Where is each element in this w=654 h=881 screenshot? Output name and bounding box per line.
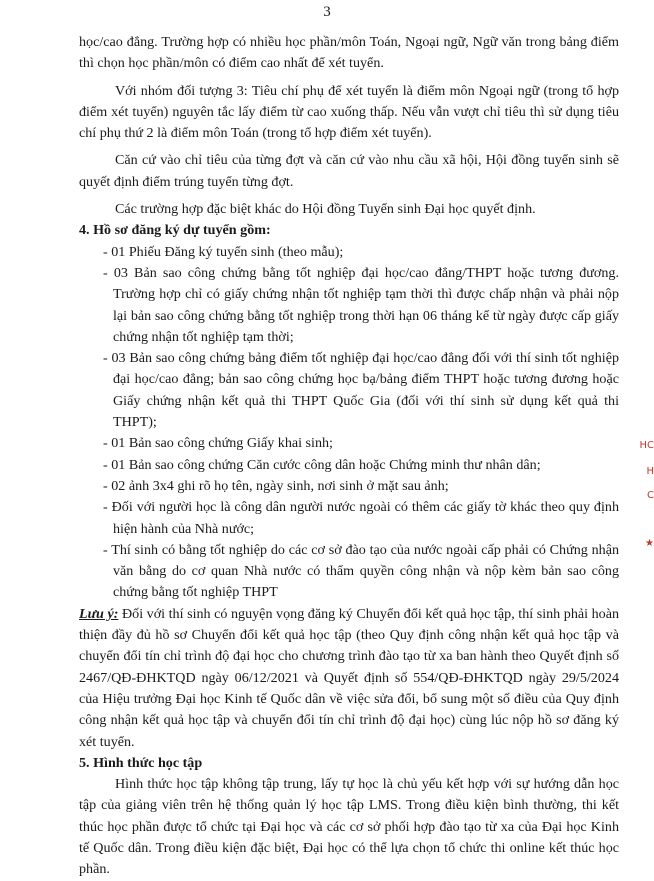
paragraph-2: Với nhóm đối tượng 3: Tiêu chí phụ để xét tuyển là điểm môn Ngoại ngữ (trong tổ hợp điểm xét tuyển) nguyên tắc lấy điểm từ cao xuống thấp. Nếu vẫn vượt chỉ tiêu thì sử dụng tiêu chí phụ thứ 2 là điểm môn Toán (trong tổ hợp điểm xét tuyển). — [79, 82, 619, 142]
stamp-text: H — [646, 466, 654, 477]
document-body — [79, 32, 619, 881]
stamp-text: HC — [639, 440, 654, 451]
section-4-heading: 4. Hồ sơ đăng ký dự tuyển gồm: — [79, 222, 271, 239]
section-4-list — [79, 242, 619, 604]
paragraph-3: Căn cứ vào chỉ tiêu của từng đợt và căn cứ vào nhu cầu xã hội, Hội đồng tuyển sinh sẽ quyết định điểm trúng tuyển từng đợt. — [79, 152, 619, 190]
paragraph-1: học/cao đẳng. Trường hợp có nhiều học phần/môn Toán, Ngoại ngữ, Ngữ văn trong bảng điểm thì chọn học phần/môn có điểm cao nhất để xét tuyển. — [79, 34, 619, 72]
note-label: Lưu ý: — [79, 605, 119, 622]
stamp-text: C — [647, 490, 654, 501]
list-item: - 03 Bản sao công chứng bằng tốt nghiệp đại học/cao đẳng/THPT hoặc tương đương. Trường hợp chỉ có giấy chứng nhận tốt nghiệp tạm thời thì được chấp nhận và phải nộp lại bản sao công chứng bằng tốt nghiệp trong thời hạn 06 tháng kể từ ngày được cấp giấy chứng nhận tốt nghiệp tạm thời; — [103, 264, 619, 345]
note-paragraph — [79, 604, 619, 753]
list-item: - 01 Phiếu Đăng ký tuyển sinh (theo mẫu); — [103, 243, 344, 260]
section-5-heading: 5. Hình thức học tập — [79, 754, 203, 771]
paragraph-4: Các trường hợp đặc biệt khác do Hội đồng Tuyển sinh Đại học quyết định. — [115, 201, 536, 218]
list-item: - 03 Bản sao công chứng bảng điểm tốt nghiệp đại học/cao đẳng đối với thí sinh tốt nghiệp đại học/cao đẳng; bản sao công chứng học bạ/bảng điểm THPT hoặc tương đương hoặc Giấy chứng nhận kết quả thi THPT Quốc Gia (đối với thí sinh sử dụng kết quả thi THPT); — [103, 350, 619, 431]
star-icon: ★ — [645, 538, 654, 549]
list-item: - 01 Bản sao công chứng Căn cước công dân hoặc Chứng minh thư nhân dân; — [103, 456, 541, 473]
note-text: Đối với thí sinh có nguyện vọng đăng ký Chuyển đổi kết quả học tập, thí sinh phải hoàn thiện đầy đủ hồ sơ Chuyển đổi kết quả học tập (theo Quy định công nhận kết quả học tập và chuyển đổi tín chỉ trình độ đại học cho chương trình đào tạo từ xa ban hành theo Quyết định số 2467/QĐ-ĐHKTQD ngày 06/12/2021 và Quyết định số 554/QĐ-ĐHKTQD ngày 29/5/2024 của Hiệu trưởng Đại học Kinh tế Quốc dân về việc sửa đổi, bổ sung một số điều của Quy định công nhận kết quả học tập và chuyển đổi tín chỉ trình độ đại học) cùng lúc nộp hồ sơ đăng ký xét tuyển. — [79, 605, 619, 750]
list-item: - 02 ảnh 3x4 ghi rõ họ tên, ngày sinh, nơi sinh ở mặt sau ảnh; — [103, 477, 449, 494]
stamp-fragment — [640, 440, 654, 570]
list-item: - Thí sinh có bằng tốt nghiệp do các cơ sở đào tạo của nước ngoài cấp phải có Chứng nhận văn bằng do cơ quan Nhà nước có thẩm quyền công nhận và nộp kèm bản sao công chứng bằng tốt nghiệp THPT — [103, 541, 619, 601]
list-item: - 01 Bản sao công chứng Giấy khai sinh; — [103, 435, 333, 452]
section-5-text: Hình thức học tập không tập trung, lấy tự học là chủ yếu kết hợp với sự hướng dẫn học tập của giảng viên trên hệ thống quản lý học tập LMS. Trong điều kiện bình thường, thi kết thúc học phần được tổ chức tại Đại học và các cơ sở phối hợp đào tạo từ xa của Đại học Kinh tế Quốc dân. Trong điều kiện đặc biệt, Đại học có thể lựa chọn tổ chức thi online kết thúc học phần. — [79, 776, 619, 878]
page-number: 3 — [323, 4, 331, 20]
list-item: - Đối với người học là công dân người nước ngoài có thêm các giấy tờ khác theo quy định hiện hành của Nhà nước; — [103, 499, 619, 537]
